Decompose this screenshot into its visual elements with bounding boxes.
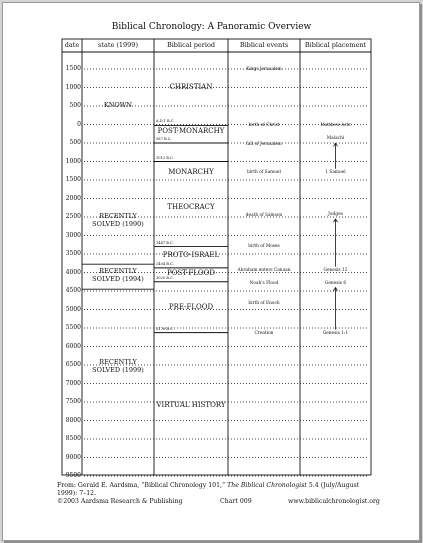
date-label: 7500 [65, 398, 81, 405]
placement-label: Genesis 12 [323, 267, 348, 273]
event-label: birth of Samuel [247, 169, 281, 175]
placement-label: Genesis 1:1 [322, 330, 349, 336]
period-label: PROTO-ISRAEL [162, 250, 220, 259]
period-boundary-note: 1447 B.C. [156, 240, 174, 245]
date-label: 2000 [65, 194, 81, 202]
state-label: SOLVED (1999) [92, 365, 144, 374]
date-label: 8000 [65, 416, 81, 424]
citation-footer [57, 482, 387, 506]
event-label: birth of Moses [248, 243, 280, 249]
placement-label: 1 Samuel [325, 169, 346, 175]
date-label: 3000 [65, 231, 81, 239]
date-label: 500 [69, 102, 81, 109]
placement-label: Genesis 6 [324, 280, 347, 286]
event-label: Kings Jerusalem [246, 66, 282, 72]
column-header-0: date [64, 41, 80, 49]
placement-label: Judges [328, 212, 343, 218]
date-label: 1000 [65, 83, 81, 91]
placement-label: Matthew-Acts [320, 123, 351, 129]
period-label: PRE-FLOOD [168, 302, 214, 311]
date-label: 500 [69, 139, 81, 146]
column-header-3: Biblical events [239, 41, 289, 49]
period-label: THEOCRACY [167, 202, 215, 211]
chart-number: Chart 009 [220, 497, 252, 505]
event-label: birth of Enoch [248, 300, 280, 306]
date-label: 5500 [65, 324, 81, 331]
date-label: 8500 [65, 435, 81, 442]
period-label: MONARCHY [168, 167, 214, 176]
event-label: Abraham enters Canaan [237, 267, 291, 273]
date-label: 0 [77, 120, 81, 128]
period-boundary-note: 5176 B.C. [156, 326, 174, 331]
website-link[interactable]: www.biblicalchronologist.org [288, 497, 380, 505]
column-header-4: Biblical placement [304, 41, 367, 49]
period-label: CHRISTIAN [169, 82, 213, 91]
event-label: fall of Jerusalem [246, 141, 282, 147]
date-label: 1000 [65, 157, 81, 165]
event-label: death of Samson [245, 213, 283, 219]
column-header-1: state (1999) [98, 41, 138, 49]
citation-line-1: From: Gerald E. Aardsma, “Biblical Chronology 101,” The Biblical Chronologist 5.4 (July/August [57, 482, 360, 489]
state-label: SOLVED (1990) [92, 219, 144, 228]
state-label: KNOWN [103, 101, 133, 109]
chart-title: Biblical Chronology: A Panoramic Overview [111, 22, 312, 32]
period-boundary-note: 2404 B.C. [156, 261, 174, 266]
placement-label: Malachi [326, 136, 345, 142]
date-label: 1500 [65, 176, 81, 183]
column-header-2: Biblical period [166, 41, 216, 49]
date-label: 4000 [65, 268, 81, 276]
citation-line-2: 1999): 7–12. [57, 489, 97, 497]
date-label: 9000 [65, 453, 81, 461]
period-label: POST-FLOOD [167, 269, 215, 278]
event-label: Noah's Flood [249, 280, 279, 286]
date-label: 6000 [65, 342, 81, 350]
period-boundary-note: 3020 B.C. [156, 275, 174, 280]
event-label: Creation [254, 330, 274, 336]
date-label: 2500 [65, 213, 81, 220]
period-label: POST-MONARCHY [157, 126, 225, 135]
period-boundary-note: A.D.1 B.C. [156, 119, 175, 124]
date-label: 9500 [65, 472, 81, 479]
date-label: 7000 [65, 379, 81, 387]
period-label: VIRTUAL HISTORY [156, 400, 226, 409]
state-label: RECENTLY [99, 357, 137, 366]
period-boundary-note: 587 B.C. [156, 137, 172, 141]
date-label: 4500 [65, 287, 81, 294]
event-label: birth of Christ [248, 123, 280, 129]
period-boundary-note: 1012 B.C. [156, 155, 174, 160]
state-label: SOLVED (1994) [92, 275, 144, 284]
date-label: 3500 [65, 250, 81, 257]
date-label: 1500 [65, 65, 81, 72]
copyright-text: ©2003 Aardsma Research & Publishing [57, 497, 183, 505]
state-label: RECENTLY [99, 211, 137, 220]
credits-line [57, 498, 387, 506]
state-label: RECENTLY [99, 267, 137, 276]
date-label: 6500 [65, 361, 81, 368]
date-label: 5000 [65, 305, 81, 313]
